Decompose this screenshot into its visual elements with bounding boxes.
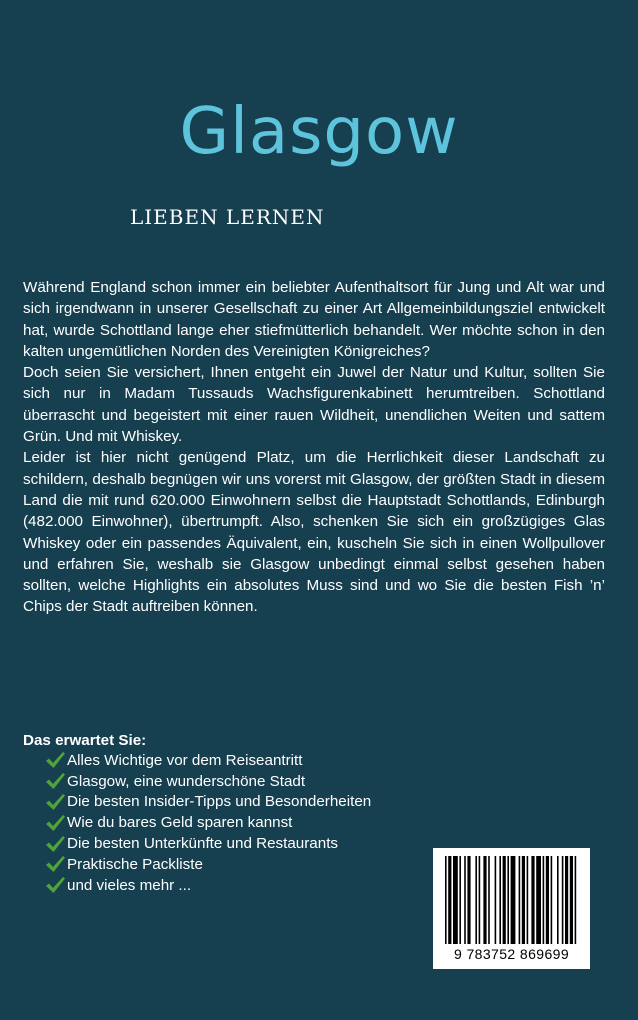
list-item-label: Praktische Packliste — [67, 855, 203, 873]
checkmark-icon — [44, 771, 66, 791]
list-item-label: Glasgow, eine wunderschöne Stadt — [67, 772, 306, 790]
isbn-barcode — [433, 848, 590, 969]
list-item — [44, 854, 371, 875]
list-item — [44, 812, 371, 833]
checkmark-icon — [44, 813, 66, 833]
checkmark-icon — [44, 834, 66, 854]
isbn-number: 9 783752 869699 — [454, 946, 569, 962]
expectations-heading: Das erwartet Sie: — [23, 732, 147, 749]
list-item-label: Alles Wichtige vor dem Reiseantritt — [67, 751, 303, 769]
list-item — [44, 771, 371, 792]
list-item — [44, 750, 371, 771]
list-item — [44, 875, 371, 896]
book-subtitle: LIEBEN LERNEN — [130, 205, 325, 229]
checkmark-icon — [44, 792, 66, 812]
list-item-label: Die besten Insider-Tipps und Besonderheiten — [67, 793, 372, 811]
book-title: Glasgow — [179, 95, 459, 169]
list-item-label: und vieles mehr ... — [67, 876, 192, 894]
checkmark-icon — [44, 875, 66, 895]
list-item — [44, 833, 371, 854]
checkmark-icon — [44, 854, 66, 874]
list-item-label: Die besten Unterkünfte und Restaurants — [67, 835, 339, 853]
checkmark-icon — [44, 750, 66, 770]
description-paragraph: Während England schon immer ein beliebter Aufenthaltsort für Jung und Alt war und sich irgendwann in unserer Gesellschaft zu einer Art Allgemeinbildungsziel entwickelt hat, wurde Schottland lange eher stiefmütterlich behandelt. Wer möchte schon in den kalten ungemütlichen Norden des Vereinigten Königreiches? — [23, 279, 605, 360]
description-paragraph: Leider ist hier nicht genügend Platz, um die Herrlichkeit dieser Landschaft zu schildern, deshalb begnügen wir uns vorerst mit Glasgow, der größten Stadt in diesem Land die mit rund 620.000 Einwohnern selbst die Hauptstadt Schottlands, Edinburgh (482.000 Einwohner), übertrumpft. Also, schenken Sie sich ein großzügiges Glas Whiskey oder ein passendes Äquivalent, ein, kuscheln Sie sich in einen Wollpullover und erfahren Sie, weshalb sie Glasgow unbedingt einmal selbst gesehen haben sollten, welche Highlights ein absolutes Muss sind und wo Sie die besten Fish ’n’ Chips der Stadt auftreiben können. — [23, 449, 605, 616]
description-paragraph: Doch seien Sie versichert, Ihnen entgeht ein Juwel der Natur und Kultur, sollten Sie sich nur in Madam Tussauds Wachsfigurenkabinett herumtreiben. Schottland überrascht und begeistert mit einer rauen Wildheit, unendlichen Weiten und sattem Grün. Und mit Whiskey. — [23, 364, 605, 446]
list-item-label: Wie du bares Geld sparen kannst — [67, 814, 293, 832]
list-item — [44, 792, 371, 813]
expectations-list — [44, 750, 371, 896]
description-text — [23, 277, 605, 618]
